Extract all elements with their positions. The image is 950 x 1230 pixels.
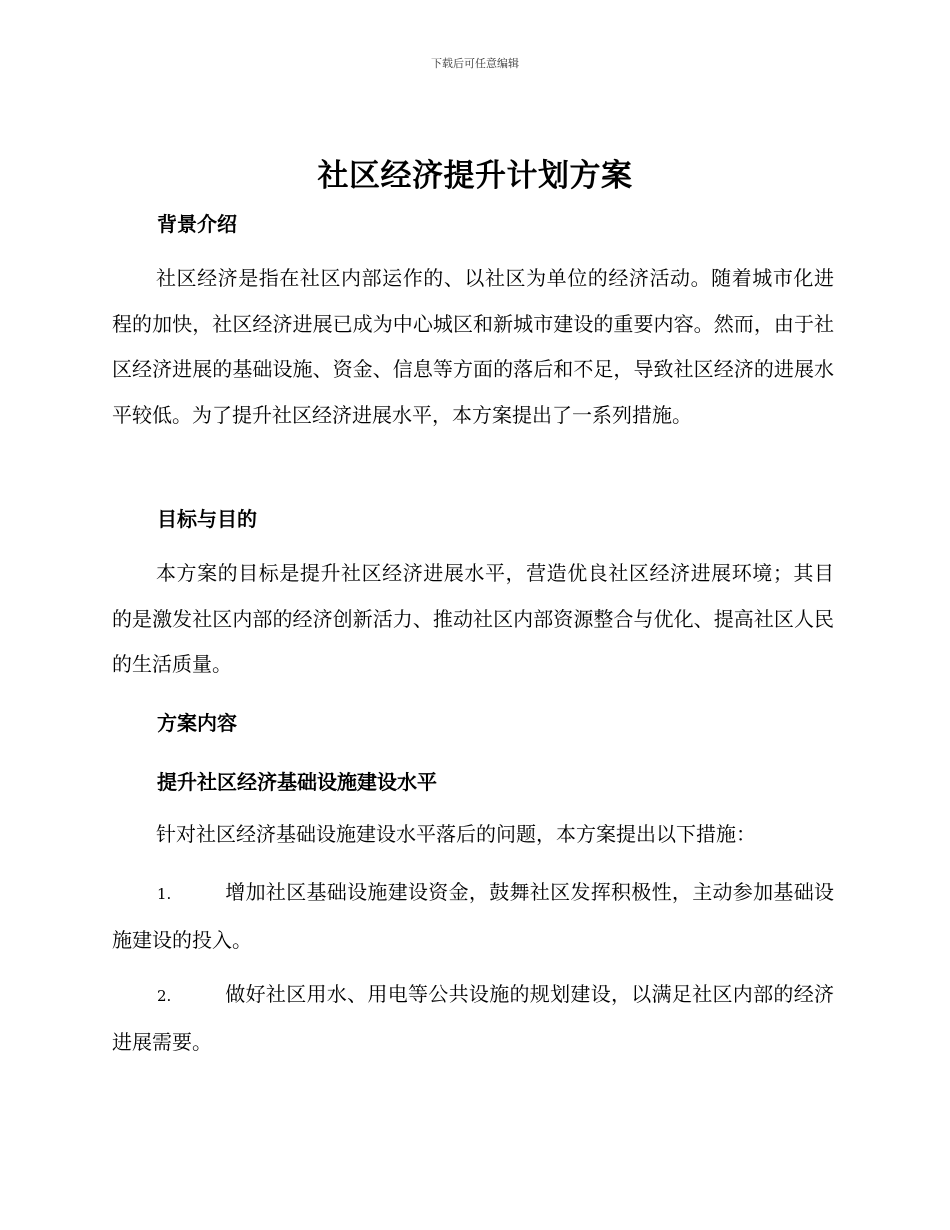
paragraph-goal: 本方案的目标是提升社区经济进展水平，营造优良社区经济进展环境；其目的是激发社区内部的经济创新活力、推动社区内部资源整合与优化、提高社区人民的生活质量。 [112,561,834,676]
sub-heading-infrastructure: 提升社区经济基础设施建设水平 [157,770,437,794]
heading-content: 方案内容 [157,711,237,735]
document-title: 社区经济提升计划方案 [317,158,633,194]
paragraph-background: 社区经济是指在社区内部运作的、以社区为单位的经济活动。随着城市化进程的加快，社区经济进展已成为中心城区和新城市建设的重要内容。然而，由于社区经济进展的基础设施、资金、信息等方面的落后和不足，导致社区经济的进展水平较低。为了提升社区经济进展水平，本方案提出了一系列措施。 [112,266,834,427]
paragraph-measures-intro: 针对社区经济基础设施建设水平落后的问题，本方案提出以下措施： [156,822,756,846]
heading-goal: 目标与目的 [157,507,257,531]
list-item-2 [112,972,834,1065]
list-item-text: 做好社区用水、用电等公共设施的规划建设，以满足社区内部的经济进展需要。 [112,982,834,1054]
list-item-text: 增加社区基础设施建设资金，鼓舞社区发挥积极性，主动参加基础设施建设的投入。 [112,880,834,952]
heading-background: 背景介绍 [157,212,237,236]
list-number: 2. [157,987,172,1005]
list-item-1 [112,870,834,963]
list-number: 1. [157,885,172,903]
header-note: 下载后可任意编辑 [431,57,519,70]
